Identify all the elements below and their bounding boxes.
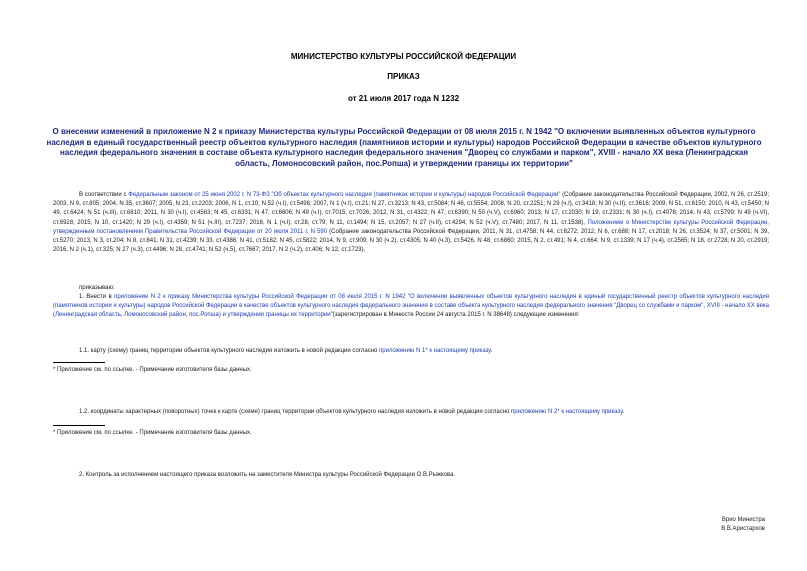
heading-text-start: О внесении изменений в	[52, 127, 154, 136]
preamble-text-2: (Собрание законодательства Российской Федерации, 2002, N 26, ст.2519; 2003, N 9, ст.805; 2004, N 35, ст.3607; 2005, N 23, ст.2203; 2006, N 1, ст.10; N 52 (ч.I), ст.5498; 2007, N 1 (ч.I), ст.21; N 27, ст.3213; N 43, ст.5084; N 46, ст.5554; 2008, N 20, ст.2251; N 29 (ч.I), ст.3418; N 30 (ч.II), ст.3616; 2009, N 51, ст.6150; 2010, N 43, ст.5450; N 49, ст.6424; N 51 (ч.III), ст.6810; 2011, N 30 (ч.I), ст.4563; N 45, ст.6331; N 47, ст.6606; N 49 (ч.I), ст.7015, ст.7026; 2012, N 31, ст.4322; N 47, ст.6390; N 50 (ч.V), ст.6960; 2013, N 17, ст.2030; N 19, ст.2331; N 30 (ч.I), ст.4078; 2014, N 43, ст.5799; N 49 (ч.VI), ст.6928; 2015, N 10, ст.1420; N 29 (ч.I), ст.4359; N 51 (ч.III), ст.7237; 2016, N 1 (ч.I), ст.28, ст.79; N 11, ст.1494; N 15, ст.2057; N 27 (ч.II), ст.4294; N 52 (ч.V), ст.7480; 2017, N 11, ст.1538),	[53, 192, 770, 226]
item-1-1-paragraph	[53, 347, 769, 356]
federal-law-link[interactable]: Федеральным законом от 25 июня 2002 г. N 73-ФЗ "Об объектах культурного наследия (памятниках истории и культуры) народов Российской Федерации"	[128, 192, 561, 198]
item-1-2-text-start: 1.2. координаты характерных (поворотных) точек к карте (схеме) границ территории объектов культурного наследия изложить в новой редакции согласно	[79, 409, 512, 415]
preamble-text-1: В соответствии с	[79, 192, 129, 198]
order-word	[53, 284, 769, 293]
footnote-1: * Приложение см. по ссылке. - Примечание изготовителя базы данных.	[53, 367, 252, 373]
document-type: ПРИКАЗ	[387, 72, 420, 81]
item-1-text-end: "(зарегистрирован в Минюсте России 24 августа 2015 г. N 38648) следующие изменения:	[330, 312, 580, 319]
footnote-1-separator	[53, 362, 105, 363]
signature-name: В.В.Аристархов	[721, 526, 765, 532]
order-word-text: приказываю:	[79, 285, 115, 291]
order-date-number: от 21 июля 2017 года N 1232	[347, 94, 460, 103]
heading-link[interactable]: приложение N 2 к приказу Министерства культуры Российской Федерации от 08 июля 2015 г. N 1942 "О включении выявленных объектов культурного наследия в единый государственный реестр объектов культурного наследия (памятников истории и культуры) народов Российской Федерации в качестве объектов культурного наследия федерального значения в составе объекта культурного наследия федерального значения "Дворец со службами и парком", XVIII - начало XX века (Ленинградская область, Ломоносовский район, пос.Ропша)	[46, 127, 762, 168]
ministry-name: МИНИСТЕРСТВО КУЛЬТУРЫ РОССИЙСКОЙ ФЕДЕРАЦИИ	[290, 52, 517, 61]
item-1-2-text-end: .	[622, 409, 625, 415]
item-1-1-text-start: 1.1. карту (схему) границ территории объектов культурного наследия изложить в новой редакции согласно	[79, 348, 380, 354]
appendix-1-order-link[interactable]: приложению N 1* к настоящему приказу	[379, 348, 491, 354]
preamble-text-3: (Собрание законодательства Российской Федерации, 2011, N 31, ст.4758; N 44, ст.6272; 2012, N 6, ст.688; N 17, ст.2018; N 26, ст.3524; N 37, ст.5001; N 39, ст.5270; 2013, N 3, ст.204; N 8, ст.841; N 31, ст.4239; N 33, ст.4386; N 41, ст.5182; N 45, ст.5822; 2014, N 9, ст.909; N 30 (ч.2), ст.4305; N 40 (ч.3), ст.5426, N 48, ст.6860; 2015, N 2, ст.491; N 4, ст.664; N 9, ст.1339; N 17 (ч.4), ст.2565; N 18, ст.2728; N 20, ст.2919; 2016, N 2 (ч.1), ст.325; N 27 (ч.3), ст.4496; N 28, ст.4741; N 52 (ч.5), ст.7667; 2017, N 2 (ч.2), ст.406; N 12, ст.1723),	[53, 228, 769, 254]
signature-position: Врио Министра	[721, 517, 765, 523]
item-1-paragraph	[53, 293, 769, 321]
heading-text-end: и утверждении границы их территории"	[410, 158, 573, 168]
item-2-text: 2. Контроль за исполнением настоящего приказа возложить на заместителя Министра культуры Российской Федерации О.В.Рыжкова.	[79, 472, 456, 478]
preamble-paragraph	[53, 191, 769, 255]
item-1-text-start: 1. Внести в	[79, 294, 115, 300]
appendix-2-link[interactable]: приложение N 2 к приказу Министерства культуры Российской Федерации от 08 июля 2015 г. N 1942 "О включении выявленных объектов культурного наследия в единый государственный реестр объектов культурного наследия (памятников истории и культуры) народов Российской Федерации в качестве объектов культурного наследия федерального значения в составе объекта культурного наследия федерального значения "Дворец со службами и парком", XVIII - начало XX века (Ленинградская область, Ломоносовский район, пос.Ропша) и утверждении границы их территории	[53, 294, 769, 319]
footnote-2-separator	[53, 425, 105, 426]
document-heading	[46, 127, 762, 169]
appendix-2-order-link[interactable]: приложению N 2* к настоящему приказу	[511, 409, 623, 415]
ministry-regulation-link[interactable]: Положением о Министерстве культуры Российской Федерации, утвержденным постановлением Правительства Российской Федерации от 20 июля 2011 г. N 590	[53, 219, 769, 235]
item-2-paragraph	[53, 471, 769, 480]
footnote-2: * Приложение см. по ссылке. - Примечание изготовителя базы данных.	[53, 430, 252, 436]
item-1-2-paragraph	[53, 408, 769, 417]
item-1-1-text-end: .	[490, 348, 493, 354]
